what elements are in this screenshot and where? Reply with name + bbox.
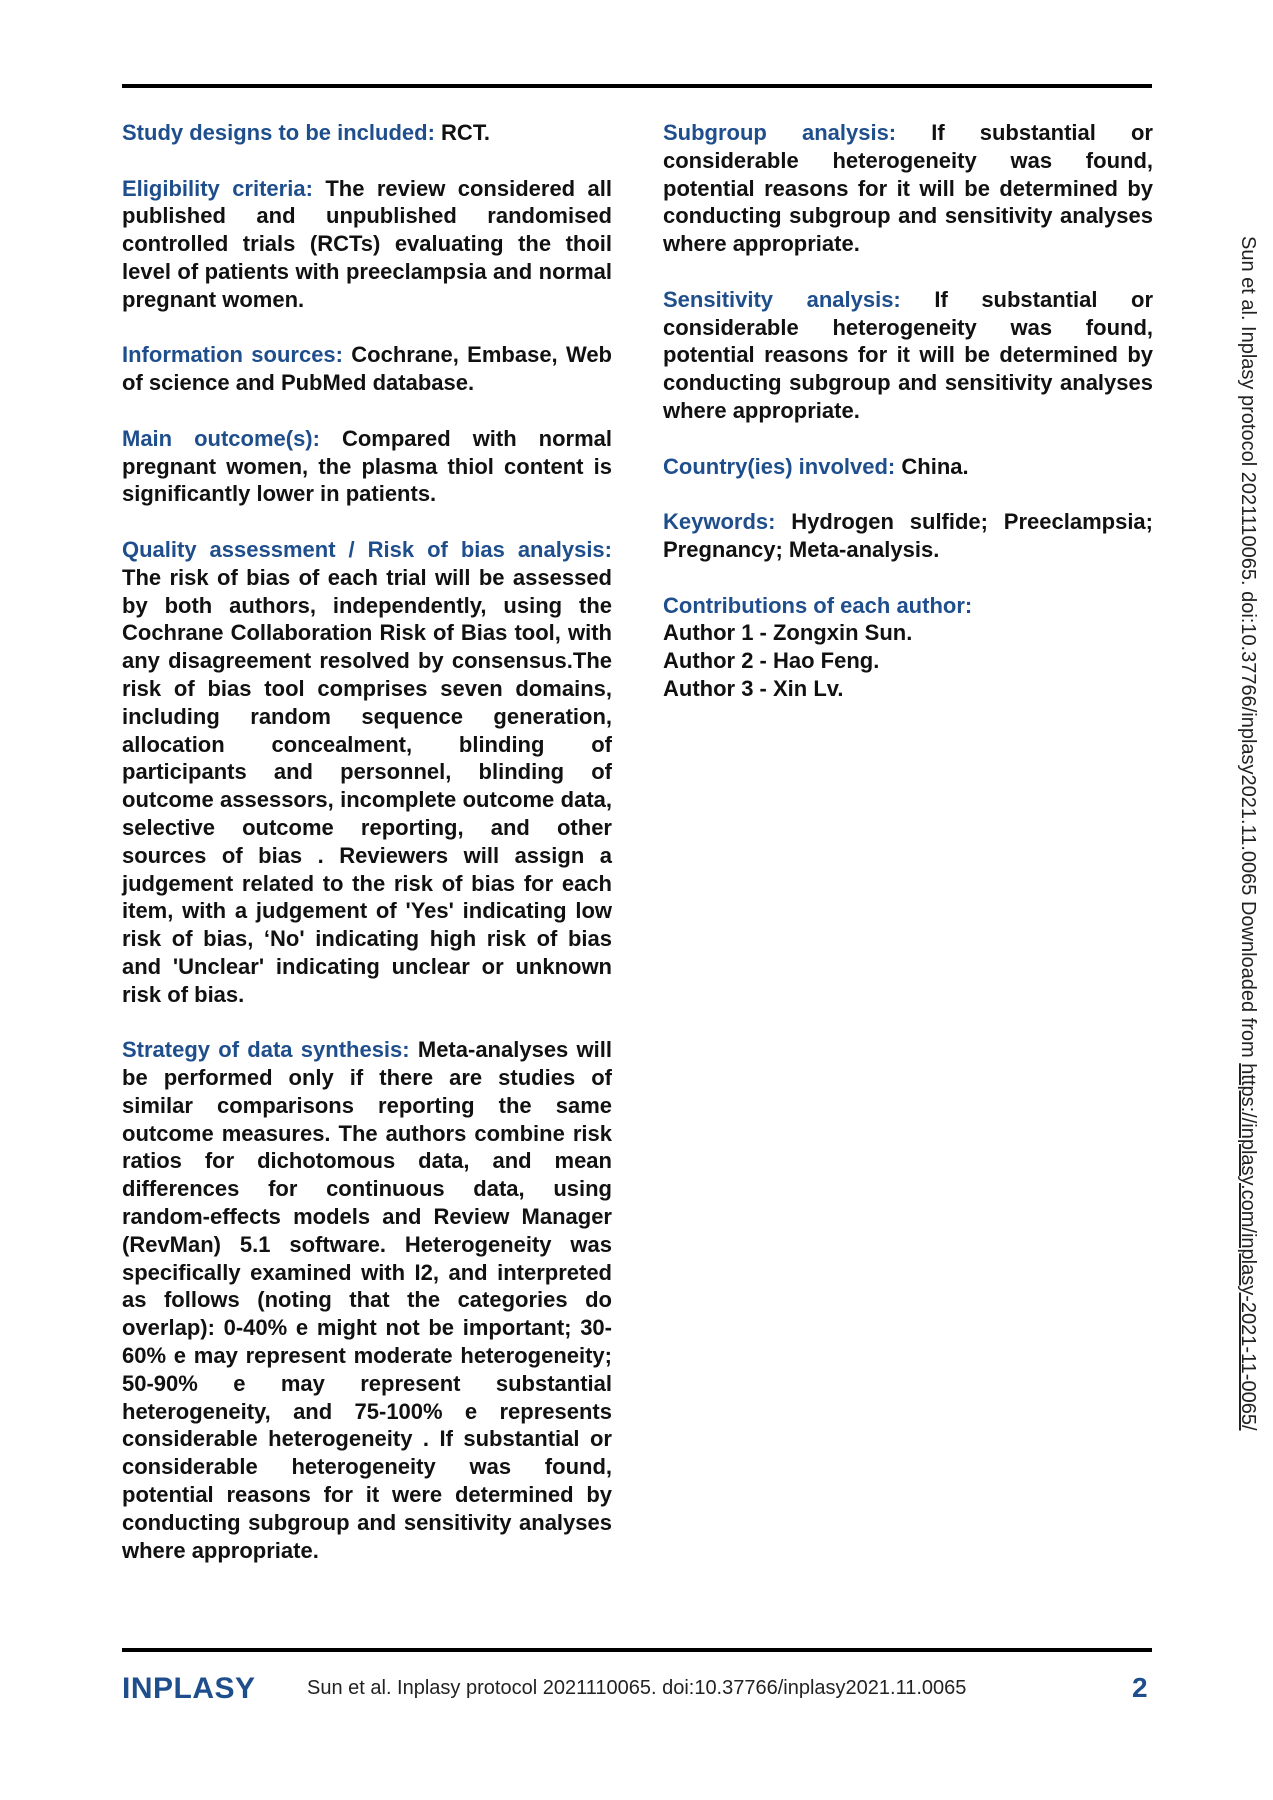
main-outcomes-label: Main outcome(s): (122, 425, 320, 451)
sensitivity-label: Sensitivity analysis: (663, 286, 901, 312)
author-line: Author 3 - Xin Lv. (663, 675, 844, 701)
strategy-label: Strategy of data synthesis: (122, 1037, 410, 1063)
quality-assessment-section (122, 536, 612, 1009)
countries-section (663, 453, 1153, 481)
keywords-text: Hydrogen sulfide; Preeclampsia; Pregnancy; Meta-analysis. (663, 509, 1153, 562)
page-number: 2 (1132, 1672, 1148, 1703)
subgroup-label: Subgroup analysis: (663, 120, 897, 145)
countries-label: Country(ies) involved: (663, 453, 896, 479)
eligibility-text: The review considered all published and unpublished randomised controlled trials (RCTs) evaluating the thoil level of patients with preeclampsia and normal pregnant women. (122, 175, 612, 312)
footer-citation: Sun et al. Inplasy protocol 2021110065. doi:10.37766/inplasy2021.11.0065 (307, 1677, 967, 1699)
right-column (663, 119, 1153, 731)
study-designs-section (122, 119, 612, 147)
study-designs-label: Study designs to be included: (122, 120, 435, 145)
eligibility-label: Eligibility criteria: (122, 175, 313, 201)
quality-assessment-label: Quality assessment / Risk of bias analysis: (122, 536, 612, 562)
strategy-section (122, 1036, 612, 1564)
contributions-label: Contributions of each author: (663, 592, 973, 618)
keywords-section (663, 508, 1153, 564)
eligibility-section (122, 175, 612, 314)
left-column (122, 119, 612, 1592)
information-sources-label: Information sources: (122, 342, 343, 368)
footer-brand-logo: INPLASY (122, 1672, 256, 1705)
footer-rule (122, 1648, 1152, 1652)
side-note-text: Sun et al. Inplasy protocol 2021110065. doi:10.37766/inplasy2021.11.0065 Downloaded from (1237, 236, 1259, 1064)
main-outcomes-section (122, 425, 612, 508)
study-designs-text: RCT. (441, 120, 490, 145)
subgroup-text: If substantial or considerable heterogeneity was found, potential reasons for it will be determined by conducting subgroup and sensitivity analyses where appropriate. (663, 120, 1153, 257)
countries-text: China. (901, 453, 969, 479)
header-rule (122, 84, 1152, 88)
contributions-section (663, 592, 1153, 703)
side-note-link[interactable]: https://inplasy.com/inplasy-2021-11-0065/ (1237, 1063, 1259, 1431)
sensitivity-text: If substantial or considerable heterogeneity was found, potential reasons for it will be determined by conducting subgroup and sensitivity analyses where appropriate. (663, 286, 1153, 423)
keywords-label: Keywords: (663, 509, 776, 535)
side-download-note (1236, 236, 1259, 1431)
quality-assessment-text: The risk of bias of each trial will be assessed by both authors, independently, using the Cochrane Collaboration Risk of Bias tool, with any disagreement resolved by consensus.The risk of bias tool comprises seven domains, including random sequence generation, allocation concealment, blinding of participants and personnel, blinding of outcome assessors, incomplete outcome data, selective outcome reporting, and other sources of bias . Reviewers will assign a judgement related to the risk of bias for each item, with a judgement of 'Yes' indicating low risk of bias, ‘No' indicating high risk of bias and 'Unclear' indicating unclear or unknown risk of bias. (122, 564, 612, 1007)
information-sources-text: Cochrane, Embase, Web of science and PubMed database. (122, 342, 612, 396)
author-line: Author 1 - Zongxin Sun. (663, 620, 913, 646)
author-line: Author 2 - Hao Feng. (663, 648, 880, 674)
subgroup-section (663, 119, 1153, 258)
main-outcomes-text: Compared with normal pregnant women, the plasma thiol content is significantly lower in patients. (122, 425, 612, 507)
strategy-text: Meta-analyses will be performed only if there are studies of similar comparisons reporting the same outcome measures. The authors combine risk ratios for dichotomous data, and mean differences for continuous data, using random-effects models and Review Manager (RevMan) 5.1 software. Heterogeneity was specifically examined with I2, and interpreted as follows (noting that the categories do overlap): 0-40% e might not be important; 30-60% e may represent moderate heterogeneity; 50-90% e may represent substantial heterogeneity, and 75-100% e represents considerable heterogeneity . If substantial or considerable heterogeneity was found, potential reasons for it were determined by conducting subgroup and sensitivity analyses where appropriate. (122, 1037, 612, 1563)
sensitivity-section (663, 286, 1153, 425)
information-sources-section (122, 341, 612, 397)
